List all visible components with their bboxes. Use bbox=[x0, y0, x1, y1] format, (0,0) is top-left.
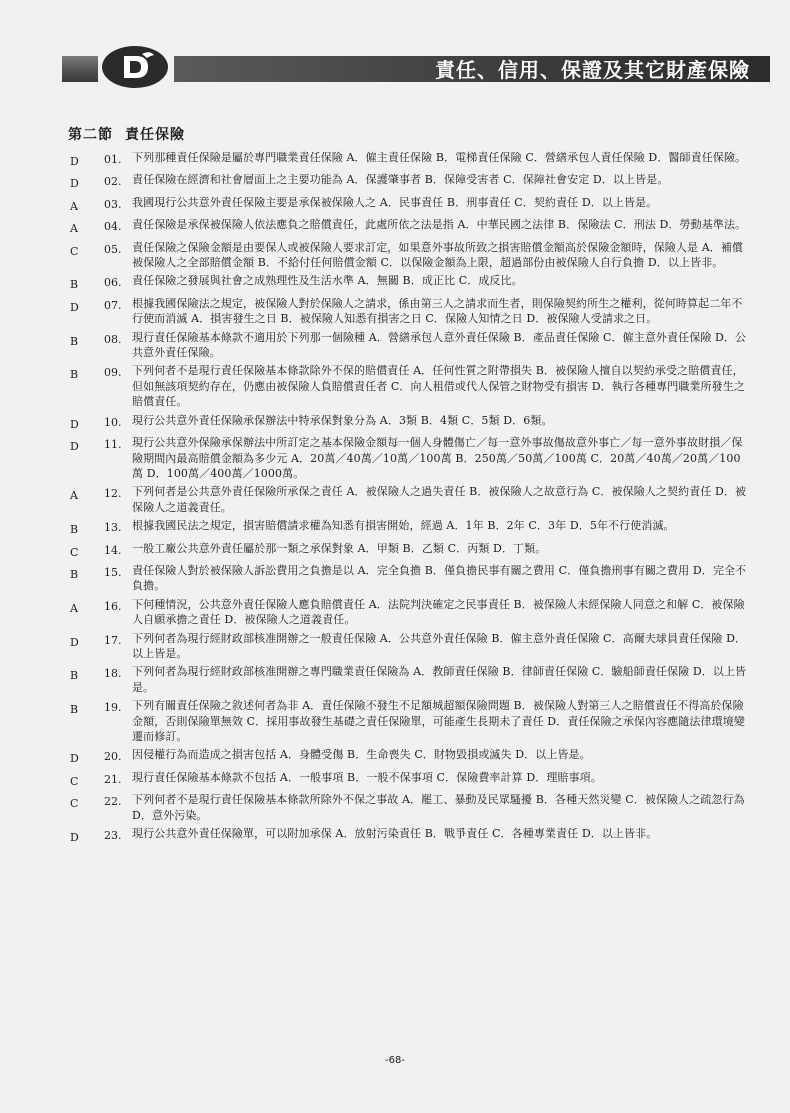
question-item bbox=[70, 826, 750, 845]
question-item bbox=[70, 363, 750, 409]
question-text: 根據我國民法之規定，損害賠償請求權為知悉有損害開始，經過 A．1年 B．2年 C．3年 D．5年不行使消滅。 bbox=[132, 519, 675, 533]
question-answer: B bbox=[70, 334, 79, 348]
question-number: 17. bbox=[104, 633, 122, 647]
question-item bbox=[70, 664, 750, 695]
question-answer: D bbox=[70, 155, 79, 168]
question-item bbox=[70, 172, 750, 191]
question-number: 06. bbox=[104, 276, 122, 290]
question-answer: C bbox=[70, 774, 79, 788]
question-answer: A bbox=[70, 601, 78, 615]
question-text: 責任保險是承保被保險人依法應負之賠償責任，此處所依之法是指 A．中華民國之法律 B．保險法 C．刑法 D．勞動基準法。 bbox=[132, 218, 747, 232]
question-number: 01. bbox=[104, 153, 122, 166]
chapter-header bbox=[62, 46, 772, 88]
question-item bbox=[70, 698, 750, 744]
dragon-logo-icon bbox=[102, 46, 168, 88]
question-number: 14. bbox=[104, 543, 122, 557]
question-item bbox=[70, 631, 750, 662]
question-item bbox=[70, 563, 750, 594]
question-number: 08. bbox=[104, 332, 122, 346]
question-number: 20. bbox=[104, 750, 122, 764]
section-title: 責任保險 bbox=[125, 127, 185, 143]
question-answer: C bbox=[70, 545, 79, 559]
question-answer: B bbox=[70, 368, 79, 382]
question-item bbox=[70, 435, 750, 481]
question-item bbox=[70, 792, 750, 823]
question-item bbox=[70, 150, 750, 169]
question-answer: D bbox=[70, 440, 79, 454]
question-number: 10. bbox=[104, 415, 122, 429]
question-number: 11. bbox=[104, 438, 122, 452]
question-answer: D bbox=[70, 300, 79, 314]
question-answer: A bbox=[70, 222, 78, 236]
question-number: 22. bbox=[104, 795, 122, 809]
question-item bbox=[70, 770, 750, 789]
question-answer: D bbox=[70, 752, 79, 766]
question-answer: C bbox=[70, 797, 79, 811]
question-item bbox=[70, 413, 750, 432]
question-text: 下列那種責任保險是屬於專門職業責任保險 A．僱主責任保險 B．電梯責任保險 C．營繕承包人責任保險 D．醫師責任保險。 bbox=[132, 151, 747, 164]
question-item bbox=[70, 541, 750, 560]
question-number: 16. bbox=[104, 599, 122, 613]
question-text: 因侵權行為而造成之損害包括 A．身體受傷 B．生命喪失 C．財物毀損或滅失 D．以上皆是。 bbox=[132, 748, 591, 762]
question-text: 現行責任保險基本條款不包括 A．一般事項 B．一般不保事項 C．保險費率計算 D．理賠事項。 bbox=[132, 770, 602, 784]
page-number: -68- bbox=[385, 1055, 405, 1066]
question-text: 一般工廠公共意外責任屬於那一類之承保對象 A．甲類 B．乙類 C．丙類 D．丁類。 bbox=[132, 541, 547, 555]
question-text: 現行公共意外責任保險單，可以附加承保 A．放射污染責任 B．戰爭責任 C．各種專業責任 D．以上皆非。 bbox=[132, 827, 658, 841]
question-text: 現行公共意外保險承保辦法中所訂定之基本保險金額每一個人身體傷亡／每一意外事故傷故意外事亡／每一意外事故財損／保險期間內最高賠償金額為多少元 A．20萬／40萬／10萬／100萬 B．250萬／50萬／100萬 C．20萬／40萬／20萬／100萬 D．100萬／400萬／1000萬。 bbox=[132, 436, 743, 480]
question-number: 04. bbox=[104, 220, 122, 234]
question-answer: D bbox=[70, 831, 79, 845]
question-answer: B bbox=[70, 278, 79, 292]
question-item bbox=[70, 273, 750, 292]
question-text: 下列何者是公共意外責任保險所承保之責任 A．被保險人之過失責任 B．被保險人之故意行為 C．被保險人之契約責任 D．被保險人之道義責任。 bbox=[132, 485, 747, 514]
question-answer: B bbox=[70, 567, 79, 581]
question-number: 19. bbox=[104, 701, 122, 715]
question-answer: B bbox=[70, 523, 79, 537]
question-text: 現行責任保險基本條款不適用於下列那一個險種 A．營繕承包人意外責任保險 B．產品責任保險 C．僱主意外責任保險 D．公共意外責任保險。 bbox=[132, 330, 747, 360]
question-text: 責任保險在經濟和社會層面上之主要功能為 A．保護肇事者 B．保障受害者 C．保障社會安定 D．以上皆是。 bbox=[132, 173, 669, 187]
question-text: 責任保險人對於被保險人訴訟費用之負擔是以 A．完全負擔 B．僅負擔民事有關之費用 C．僅負擔刑事有關之費用 D．完全不負擔。 bbox=[132, 563, 747, 593]
question-number: 21. bbox=[104, 772, 122, 786]
question-item bbox=[70, 484, 750, 515]
question-item bbox=[70, 518, 750, 537]
question-number: 03. bbox=[104, 197, 122, 211]
section-label: 第二節 bbox=[68, 127, 113, 143]
question-number: 18. bbox=[104, 667, 122, 681]
question-answer: D bbox=[70, 417, 79, 431]
question-number: 13. bbox=[104, 521, 122, 535]
question-number: 12. bbox=[104, 487, 122, 501]
question-answer: D bbox=[70, 635, 79, 649]
question-text: 下何種情況，公共意外責任保險人應負賠償責任 A．法院判決確定之民事責任 B．被保險人未經保險人同意之和解 C．被保險人自願承擔之責任 D．被保險人之道義責任。 bbox=[132, 597, 745, 627]
question-item bbox=[70, 217, 750, 236]
chapter-title: 責任、信用、保證及其它財產保險 bbox=[435, 58, 750, 82]
question-text: 下列何者不是現行責任保險基本條款所除外不保之事故 A．罷工、暴動及民眾騷擾 B．各種天然災變 C．被保險人之疏忽行為 D．意外污染。 bbox=[132, 793, 745, 822]
question-text: 下列何者不是現行責任保險基本條款除外不保的賠償責任 A．任何性質之附帶損失 B．被保險人擅自以契約承受之賠償責任，但如無該項契約存在，仍應由被保險人負賠償責任者 C．向人租借或代人保管之財物受有損害 D．執行各種專門職業所發生之賠償責任。 bbox=[132, 364, 745, 409]
question-number: 07. bbox=[104, 298, 122, 312]
question-answer: A bbox=[70, 199, 78, 213]
question-answer: A bbox=[70, 489, 78, 503]
question-text: 我國現行公共意外責任保險主要是承保被保險人之 A．民事責任 B．刑事責任 C．契約責任 D．以上皆是。 bbox=[132, 195, 658, 209]
question-text: 責任保險之發展與社會之成熟理性及生活水準 A．無關 B．成正比 C．成反比。 bbox=[132, 274, 523, 288]
question-text: 根據我國保險法之規定，被保險人對於保險人之請求，係由第三人之請求而生者，則保險契約所生之權利，從何時算起二年不行使而消滅 A．損害發生之日 B．被保險人知悉有損害之日 C．保險人知情之日 D．被保險人受請求之日。 bbox=[132, 296, 743, 326]
question-item bbox=[70, 747, 750, 766]
section-heading bbox=[68, 124, 185, 144]
question-item bbox=[70, 195, 750, 214]
question-number: 09. bbox=[104, 366, 122, 380]
question-text: 現行公共意外責任保險承保辦法中特承保對象分為 A．3類 B．4類 C．5類 D．6類。 bbox=[132, 413, 553, 427]
question-answer: B bbox=[70, 669, 79, 683]
question-number: 05. bbox=[104, 242, 122, 256]
question-item bbox=[70, 240, 750, 271]
question-number: 15. bbox=[104, 565, 122, 579]
question-item bbox=[70, 597, 750, 628]
question-item bbox=[70, 330, 750, 361]
header-bar-left bbox=[62, 56, 98, 82]
question-answer: D bbox=[70, 177, 79, 191]
question-number: 02. bbox=[104, 175, 122, 189]
question-list bbox=[70, 150, 750, 848]
question-item bbox=[70, 296, 750, 327]
question-number: 23. bbox=[104, 829, 122, 843]
question-answer: C bbox=[70, 244, 79, 258]
question-text: 責任保險之保險金額是由要保人或被保險人要求訂定，如果意外事故所致之損害賠償金額高於保險金額時，保險人是 A．補償被保險人之全部賠償金額 B．不給付任何賠償金額 C．以保險金額為上限，超過部份由被保險人自行負擔 D．以上皆非。 bbox=[132, 240, 744, 270]
question-answer: B bbox=[70, 703, 79, 717]
question-text: 下列何者為現行經財政部核准開辦之專門職業責任保險為 A．教師責任保險 B．律師責任保險 C．驗船師責任保險 D．以上皆是。 bbox=[132, 665, 747, 694]
question-text: 下列有關責任保險之敘述何者為非 A．責任保險不發生不足額城超額保險問題 B．被保險人對第三人之賠償責任不得高於保險金額，否則保險單無效 C．採用事故發生基礎之責任保險單，可能產生長期未了責任 D．責任保險之承保內容應隨法律環境變遷而修訂。 bbox=[132, 699, 745, 743]
question-text: 下列何者為現行經財政部核准開辦之一般責任保險 A．公共意外責任保險 B．僱主意外責任保險 C．高爾夫球員責任保險 D．以上皆是。 bbox=[132, 631, 747, 660]
